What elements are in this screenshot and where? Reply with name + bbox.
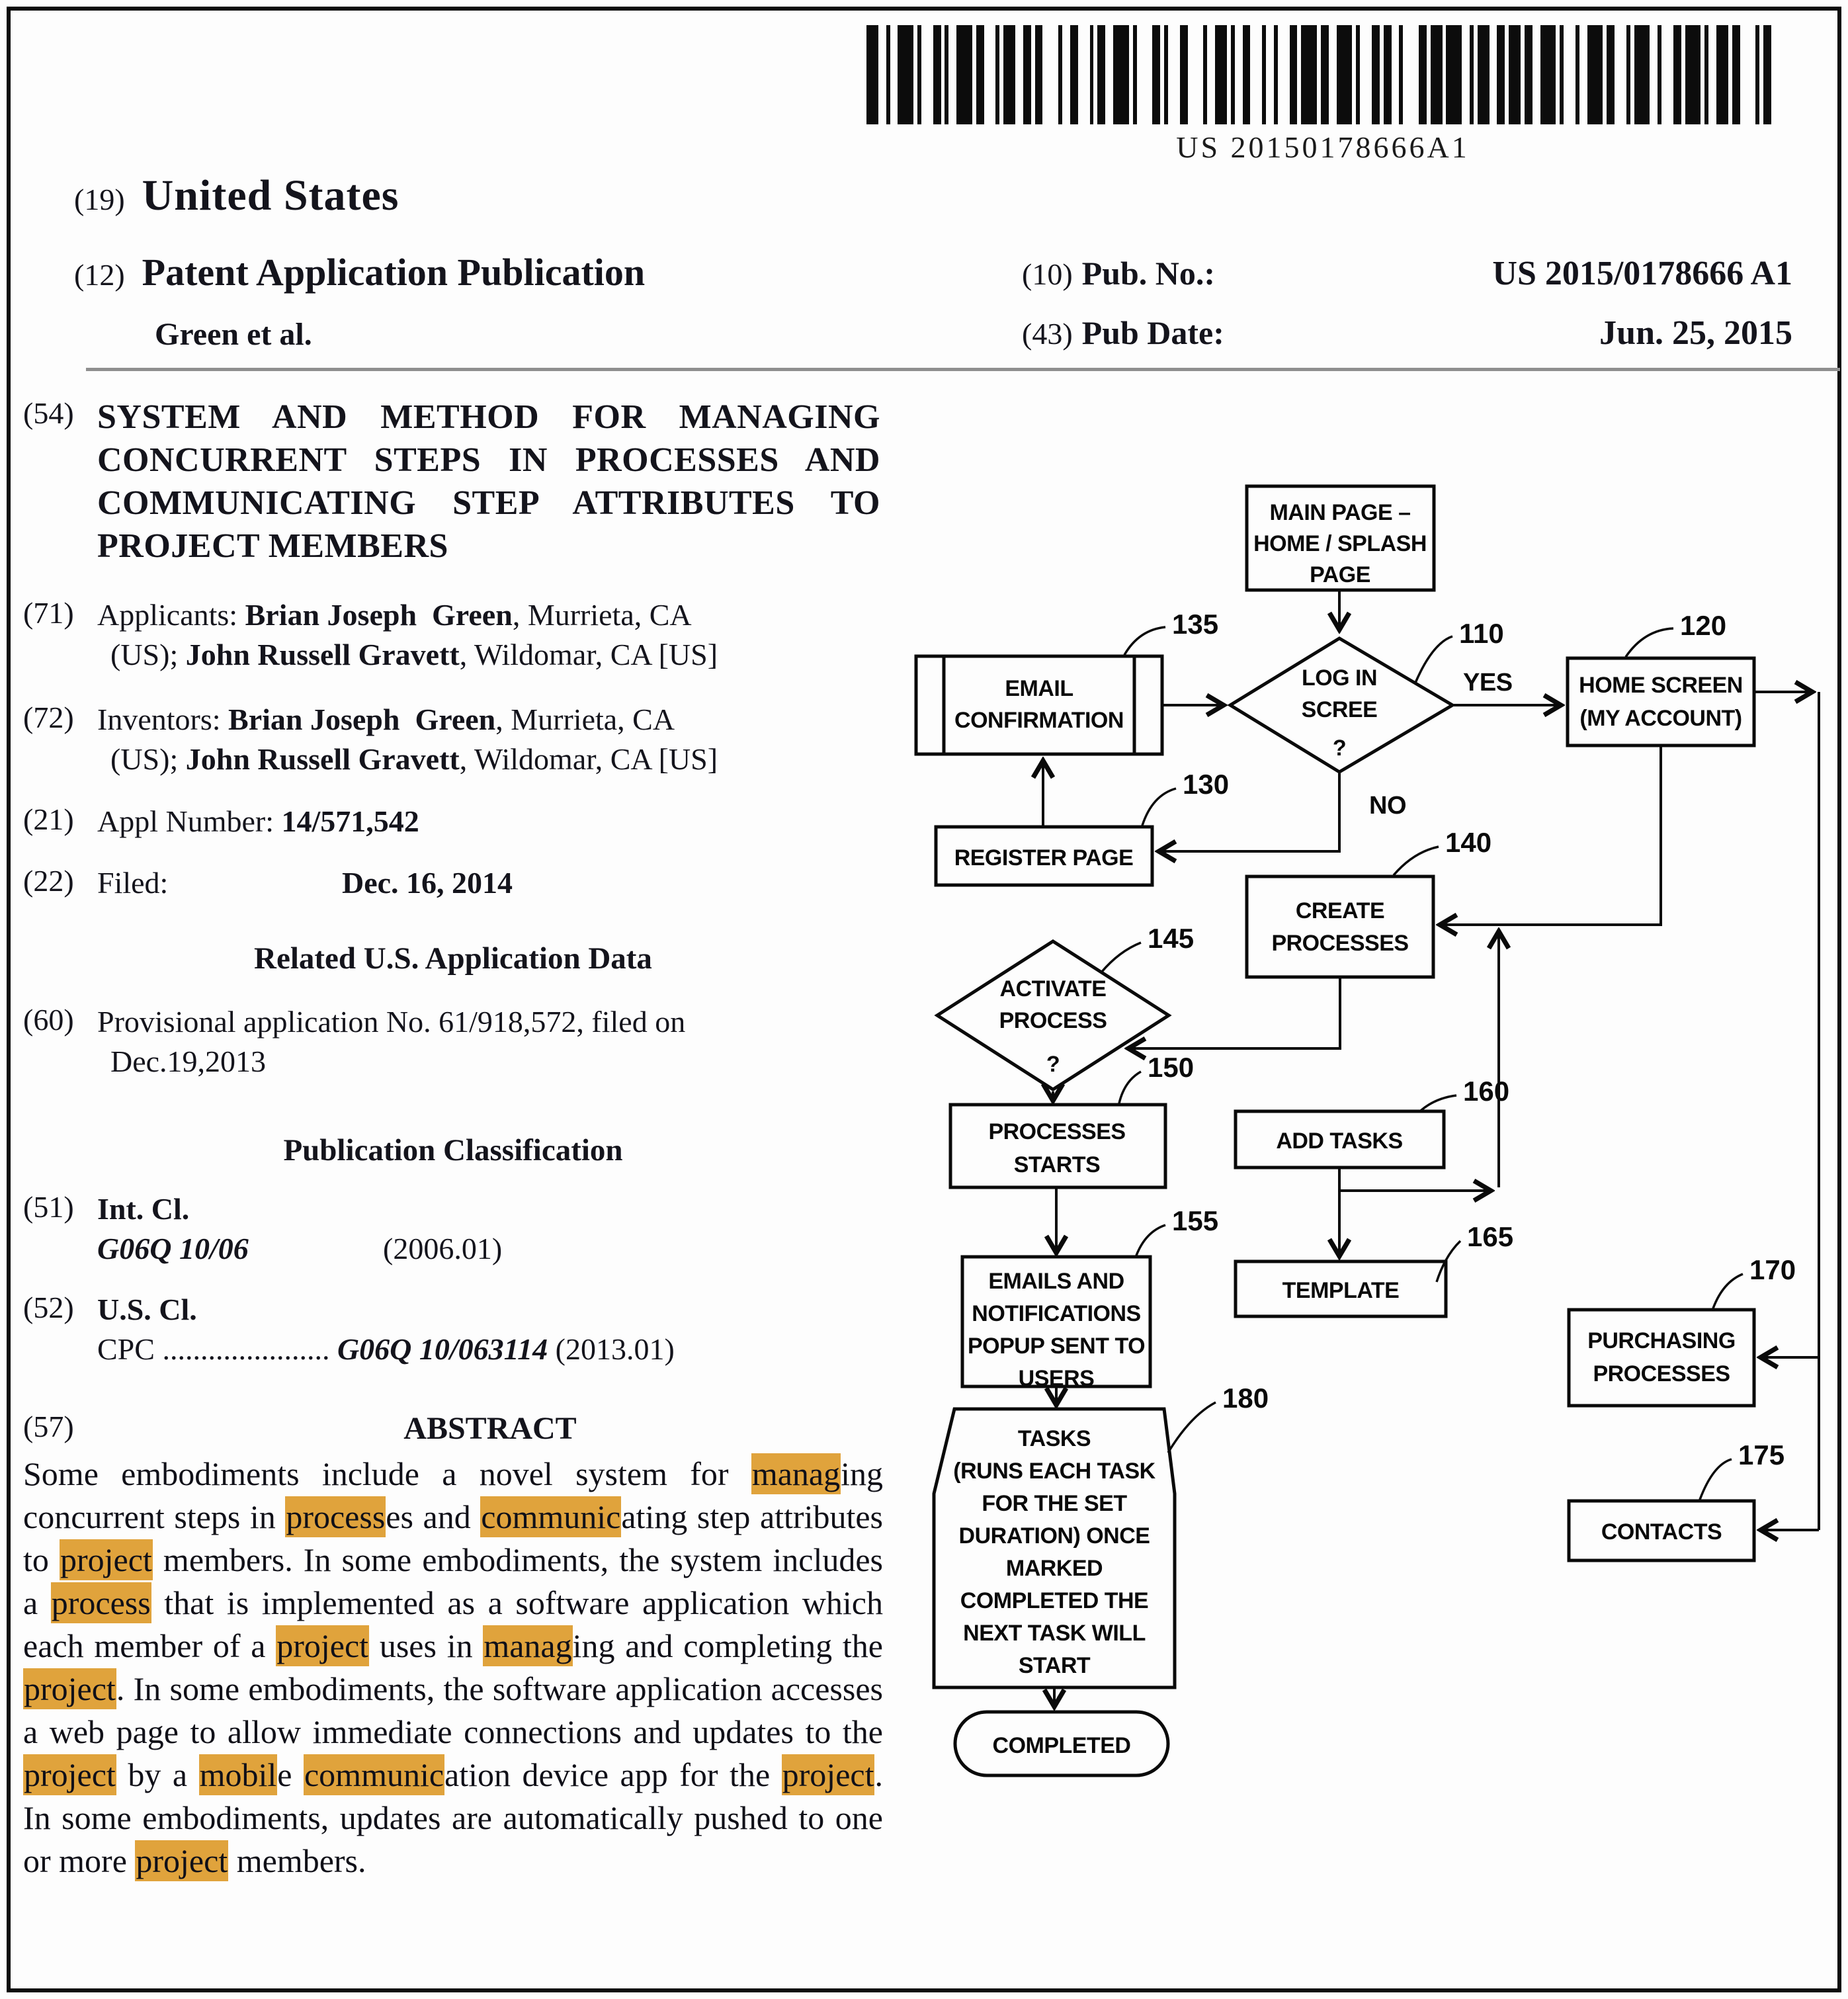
highlighted-term: process [285, 1496, 386, 1537]
purchasing-processes-label: PROCESSES [1593, 1361, 1730, 1386]
abstract-segment: members. In some embodiments, the system includes a [23, 1541, 883, 1621]
login-decision-label: ? [1332, 736, 1347, 761]
purchasing-processes-box [1569, 1310, 1754, 1406]
purchasing-processes-label: PURCHASING [1587, 1328, 1736, 1353]
pub-no-label-text: Pub. No.: [1081, 255, 1216, 292]
inventor-name: John Russell Gravett [185, 742, 460, 776]
field-number-21: (21) [23, 802, 74, 836]
abstract-segment: members. [228, 1842, 366, 1879]
ref-leader-155 [1136, 1225, 1165, 1255]
tasks-label: NEXT TASK WILL [963, 1621, 1146, 1646]
highlighted-term: manag [483, 1625, 572, 1666]
ref-160: 160 [1463, 1076, 1510, 1107]
appl-number-label: Appl Number: [97, 804, 282, 838]
field-number-22: (22) [23, 864, 74, 898]
emails-notifications-label: NOTIFICATIONS [972, 1301, 1141, 1326]
tasks-label: TASKS [1017, 1426, 1091, 1451]
title-line: PROJECT MEMBERS [97, 527, 448, 565]
ref-180: 180 [1222, 1382, 1269, 1414]
main-page-label: PAGE [1310, 562, 1370, 587]
inventors-label: Inventors: [97, 702, 229, 736]
highlighted-term: process [51, 1582, 151, 1623]
pub-no-value: US 2015/0178666 A1 [1492, 255, 1792, 292]
ref-175: 175 [1738, 1439, 1785, 1470]
create-processes-box [1247, 876, 1433, 977]
email-confirmation-box [916, 656, 1162, 754]
processes-starts-label: PROCESSES [988, 1119, 1126, 1144]
create-processes-label: CREATE [1295, 898, 1385, 923]
filed-label: Filed: [97, 866, 169, 900]
us-cl-label: U.S. Cl. [97, 1293, 197, 1326]
field-number-43: (43) [1022, 317, 1073, 351]
ref-150: 150 [1148, 1052, 1195, 1083]
int-cl-year: (2006.01) [383, 1232, 503, 1265]
abstract-segment: uses in [369, 1627, 483, 1664]
abstract-segment: ing and completing the [572, 1627, 883, 1664]
highlighted-term: project [60, 1539, 153, 1580]
title-line: SYSTEM AND METHOD FOR MANAGING [97, 398, 880, 436]
publication-classification-header: Publication Classification [283, 1133, 623, 1168]
ref-leader-135 [1124, 627, 1165, 655]
login-decision-label: SCREE [1301, 697, 1378, 722]
ref-leader-175 [1700, 1459, 1732, 1500]
ref-170: 170 [1749, 1254, 1796, 1285]
related-data-header: Related U.S. Application Data [254, 941, 652, 976]
tasks-label: START [1018, 1653, 1091, 1678]
abstract-segment: ating step attributes to [23, 1498, 884, 1578]
home-screen-label: HOME SCREEN [1579, 673, 1743, 698]
applicant-country: (US); [110, 638, 186, 671]
highlighted-term: project [276, 1625, 369, 1666]
login-decision-label: LOG IN [1301, 665, 1378, 691]
abstract-segment: Some embodiments include a novel system for [23, 1455, 751, 1492]
activate-process-label: ? [1046, 1052, 1060, 1077]
ref-leader-180 [1168, 1402, 1216, 1453]
field-number-52: (52) [23, 1291, 74, 1324]
template-label: TEMPLATE [1282, 1278, 1400, 1303]
field-number-19: (19) [74, 183, 125, 216]
ref-145: 145 [1148, 923, 1195, 954]
inventor-location: , Wildomar, CA [US] [459, 742, 718, 776]
main-page-label: HOME / SPLASH [1253, 531, 1427, 556]
ref-leader-160 [1421, 1095, 1456, 1111]
processes-starts-label: STARTS [1013, 1152, 1101, 1177]
abstract-header: ABSTRACT [403, 1411, 577, 1446]
applicant-location: , Murrieta, CA [512, 598, 692, 632]
field-number-72: (72) [23, 701, 74, 734]
title-line: CONCURRENT STEPS IN PROCESSES AND [97, 441, 880, 479]
add-tasks-label: ADD TASKS [1276, 1128, 1403, 1154]
abstract-segment: . In some embodiments, the software application accesses a web page to allow immediate connections and updates to the [23, 1670, 883, 1750]
yes-label: YES [1463, 669, 1513, 697]
completed-label: COMPLETED [992, 1733, 1131, 1758]
highlighted-term: project [23, 1754, 116, 1795]
tasks-label: MARKED [1005, 1556, 1103, 1581]
authors: Green et al. [155, 317, 312, 352]
no-label: NO [1369, 792, 1406, 820]
ref-leader-130 [1142, 788, 1176, 826]
field-number-57: (57) [23, 1410, 74, 1443]
pub-date-label-text: Pub Date: [1081, 314, 1224, 351]
email-confirmation-label: CONFIRMATION [954, 708, 1124, 733]
inventor-location: , Murrieta, CA [495, 702, 675, 736]
ref-155: 155 [1172, 1205, 1219, 1236]
inventor-name: Brian Joseph Green [228, 702, 496, 736]
pub-date-value: Jun. 25, 2015 [1599, 314, 1792, 352]
register-page-label: REGISTER PAGE [954, 845, 1134, 871]
highlighted-term: project [23, 1668, 116, 1709]
highlighted-term: project [135, 1840, 228, 1881]
cpc-dots: ...................... [162, 1332, 330, 1366]
field-number-10: (10) [1022, 257, 1073, 291]
home-screen-label: (MY ACCOUNT) [1579, 706, 1742, 731]
ref-110: 110 [1459, 618, 1504, 649]
appl-number-value: 14/571,542 [281, 804, 419, 838]
ref-120: 120 [1680, 610, 1727, 641]
applicant-location: , Wildomar, CA [US] [459, 638, 718, 671]
applicant-name: John Russell Gravett [185, 638, 460, 671]
ref-leader-110 [1415, 636, 1452, 683]
ref-140: 140 [1445, 827, 1492, 858]
filed-date: Dec. 16, 2014 [342, 866, 513, 900]
cpc-year: (2013.01) [548, 1332, 675, 1366]
cpc-label: CPC [97, 1332, 155, 1366]
ref-leader-170 [1713, 1274, 1743, 1308]
cpc-class: G06Q 10/063114 [337, 1332, 548, 1366]
title-line: COMMUNICATING STEP ATTRIBUTES TO [97, 484, 880, 522]
field-number-12: (12) [74, 258, 125, 292]
ref-leader-150 [1119, 1072, 1141, 1103]
int-cl-class: G06Q 10/06 [97, 1232, 249, 1265]
abstract-segment: . In some embodiments, updates are automatically pushed to one or more [23, 1756, 883, 1879]
int-cl-label: Int. Cl. [97, 1192, 190, 1226]
field-number-54: (54) [23, 396, 74, 430]
ref-leader-140 [1394, 847, 1439, 875]
abstract-segment: by a [116, 1756, 199, 1793]
highlighted-term: communic [304, 1754, 444, 1795]
edge-create-to-activate [1128, 978, 1340, 1048]
tasks-label: FOR THE SET [982, 1491, 1127, 1516]
abstract-segment: ing concurrent steps in [23, 1455, 883, 1535]
applicant-name: Brian Joseph Green [245, 598, 513, 632]
highlighted-term: manag [751, 1453, 841, 1494]
abstract-segment: ation device app for the [444, 1756, 782, 1793]
applicants-label: Applicants: [97, 598, 245, 632]
tasks-label: COMPLETED THE [960, 1588, 1149, 1613]
highlighted-term: mobil [199, 1754, 278, 1795]
inventor-country: (US); [110, 742, 186, 776]
document-type: Patent Application Publication [142, 251, 646, 294]
email-confirmation-label: EMAIL [1005, 676, 1073, 701]
ref-130: 130 [1183, 769, 1230, 800]
tasks-label: DURATION) ONCE [958, 1523, 1150, 1549]
field-number-71: (71) [23, 596, 74, 630]
emails-notifications-label: EMAILS AND [988, 1269, 1124, 1294]
activate-process-label: ACTIVATE [999, 976, 1107, 1001]
main-page-label: MAIN PAGE – [1269, 500, 1411, 525]
home-screen-box [1568, 658, 1754, 745]
ref-135: 135 [1172, 609, 1219, 640]
activate-process-label: PROCESS [999, 1008, 1107, 1033]
tasks-label: (RUNS EACH TASK [953, 1459, 1155, 1484]
barcode-label: US 20150178666A1 [1176, 130, 1470, 164]
highlighted-term: communic [480, 1496, 621, 1537]
ref-leader-145 [1101, 943, 1141, 972]
country-name: United States [142, 171, 399, 220]
field-number-51: (51) [23, 1190, 74, 1224]
abstract-segment: that is implemented as a software application which each member of a [23, 1584, 883, 1664]
provisional-line-2: Dec.19,2013 [110, 1044, 267, 1078]
create-processes-label: PROCESSES [1271, 931, 1409, 956]
abstract-segment: es and [386, 1498, 481, 1535]
contacts-label: CONTACTS [1601, 1519, 1722, 1545]
provisional-line-1: Provisional application No. 61/918,572, filed on [97, 1005, 686, 1039]
ref-leader-120 [1626, 628, 1673, 657]
emails-notifications-label: USERS [1018, 1366, 1095, 1391]
abstract-segment: e [277, 1756, 304, 1793]
highlighted-term: project [782, 1754, 875, 1795]
ref-165: 165 [1467, 1221, 1514, 1252]
field-number-60: (60) [23, 1003, 74, 1037]
emails-notifications-label: POPUP SENT TO [967, 1334, 1146, 1359]
